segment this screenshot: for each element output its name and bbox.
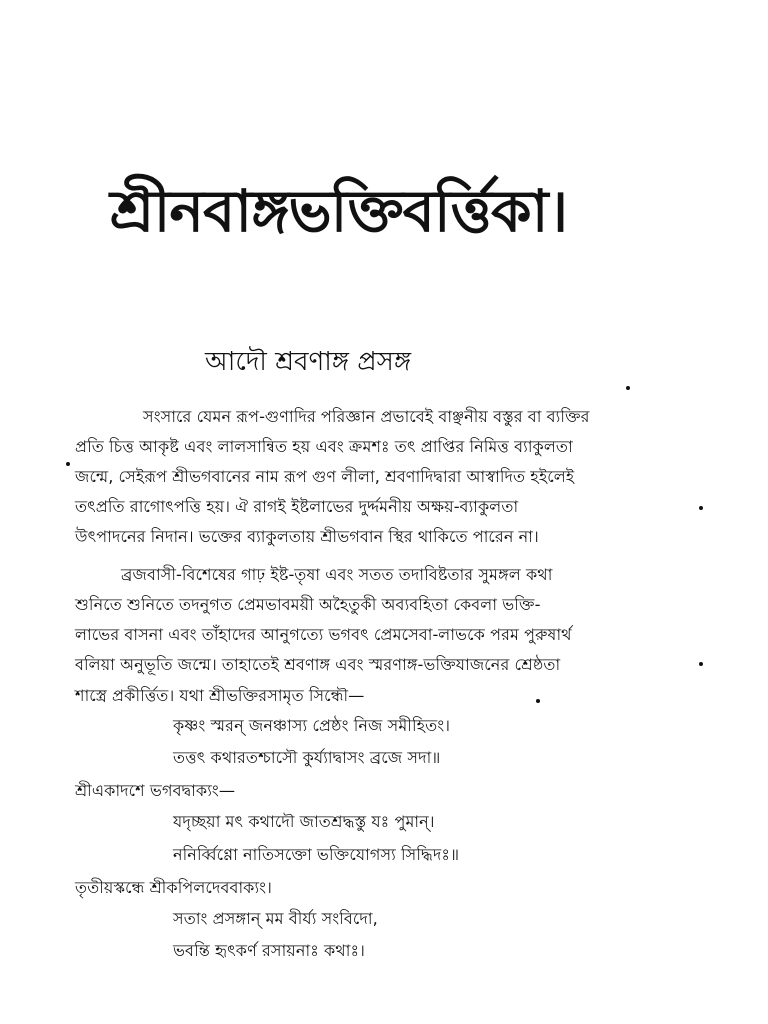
paragraph-line: বলিয়া অনুভূতি জন্মে। তাহাতেই শ্রবণাঙ্গ এবং স্মরণাঙ্গ-ভক্তিযাজনের শ্রেষ্ঠতা xyxy=(75,655,561,674)
paragraph-line: শাস্ত্রে প্রকীর্ত্তিত। যথা শ্রীভক্তিরসামৃত সিন্ধৌ— xyxy=(75,686,365,705)
paragraph-line: উৎপাদনের নিদান। ভক্তের ব্যাকুলতায় শ্রীভগবান স্থির থাকিতে পারেন না। xyxy=(75,527,539,546)
print-speck xyxy=(66,462,70,466)
citation-line: তৃতীয়স্কন্ধে শ্রীকপিলদেববাক্যং। xyxy=(75,878,272,897)
verse-line: কৃষ্ণং স্মরন্ জনঞ্চাস্য প্রেষ্ঠং নিজ সমীহিতং। xyxy=(173,716,450,735)
print-speck xyxy=(699,662,703,666)
print-speck xyxy=(626,386,630,390)
verse-line: ভবন্তি হৃৎকর্ণ রসায়নাঃ কথাঃ। xyxy=(173,941,365,960)
print-speck xyxy=(536,699,540,703)
paragraph-line: সংসারে যেমন রূপ-গুণাদির পরিজ্ঞান প্রভাবেই বাঞ্ছনীয় বস্তুর বা ব্যক্তির xyxy=(143,407,590,426)
verse-line: সতাং প্রসঙ্গান্ মম বীর্য্য সংবিদো, xyxy=(173,909,378,928)
section-heading: আদৌ শ্রবণাঙ্গ প্রসঙ্গ xyxy=(205,347,412,377)
print-speck xyxy=(699,506,703,510)
paragraph-line: ব্রজবাসী-বিশেষের গাঢ় ইষ্ট-তৃষা এবং সতত তদাবিষ্টতার সুমঙ্গল কথা xyxy=(121,565,553,584)
paragraph-line: লাভের বাসনা এবং তাঁহাদের আনুগত্যে ভগবৎ প্রেমসেবা-লাভকে পরম পুরুষার্থ xyxy=(75,625,572,644)
paragraph-line: তৎপ্রতি রাগোৎপত্তি হয়। ঐ রাগই ইষ্টলাভের দুর্দ্দমনীয় অক্ষয়-ব্যাকুলতা xyxy=(75,497,519,516)
verse-line: তত্তৎ কথারতশ্চাসৌ কুর্য্যাদ্বাসং ব্রজে সদা॥ xyxy=(173,748,441,767)
citation-line: শ্রীএকাদশে ভগবদ্বাক্যং— xyxy=(75,781,236,800)
paragraph-line: শুনিতে শুনিতে তদনুগত প্রেমভাবময়ী অহৈতুকী অব্যবহিতা কেবলা ভক্তি- xyxy=(75,595,541,614)
paragraph-line: প্রতি চিত্ত আকৃষ্ট এবং লালসান্বিত হয় এবং ক্রমশঃ তৎ প্রাপ্তির নিমিত্ত ব্যাকুলতা xyxy=(75,437,573,456)
verse-line: ননির্ব্বিণ্ণো নাতিসক্তো ভক্তিযোগস্য সিদ্ধিদঃ॥ xyxy=(173,845,460,864)
page-title: শ্রীনবাঙ্গভক্তিবর্ত্তিকা। xyxy=(110,177,568,245)
verse-line: যদৃচ্ছয়া মৎ কথাদৌ জাতশ্রদ্ধস্তু যঃ পুমান্। xyxy=(173,812,435,831)
paragraph-line: জন্মে, সেইরূপ শ্রীভগবানের নাম রূপ গুণ লীলা, শ্রবণাদিদ্বারা আস্বাদিত হইলেই xyxy=(75,467,575,486)
